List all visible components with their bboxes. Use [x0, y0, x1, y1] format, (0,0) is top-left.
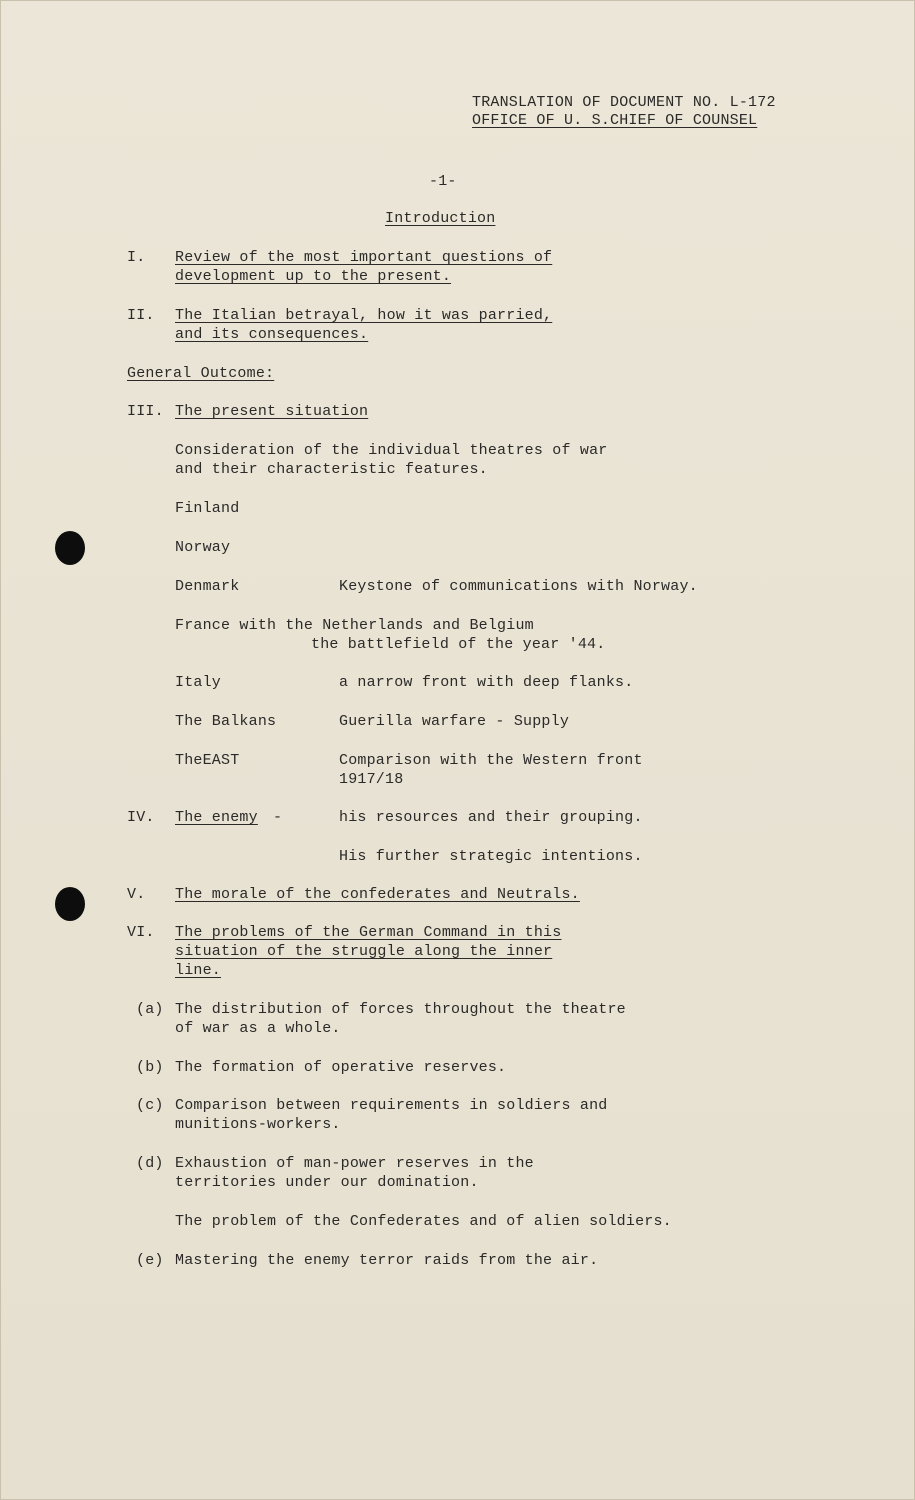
theatre-finland: Finland [175, 500, 240, 517]
theatre-denmark-desc: Keystone of communications with Norway. [339, 578, 698, 595]
item-d-line-2: territories under our domination. [175, 1174, 479, 1191]
item-d-line-1: Exhaustion of man-power reserves in the [175, 1155, 534, 1172]
theatre-east: TheEAST [175, 752, 240, 769]
section-4-number: IV. [127, 809, 155, 826]
page-title: Introduction [385, 210, 496, 227]
item-d-note: The problem of the Confederates and of alien soldiers. [175, 1213, 672, 1230]
consideration-line-2: and their characteristic features. [175, 461, 488, 478]
punch-hole-top [55, 531, 85, 565]
section-5-number: V. [127, 886, 146, 903]
theatre-east-desc-2: 1917/18 [339, 771, 404, 788]
theatre-east-desc-1: Comparison with the Western front [339, 752, 643, 769]
section-3-heading: The present situation [175, 403, 369, 420]
item-c-line-2: munitions-workers. [175, 1116, 341, 1133]
section-2-number: II. [127, 307, 155, 324]
theatre-france: France with the Netherlands and Belgium [175, 617, 534, 634]
section-2-line-2: and its consequences. [175, 326, 369, 343]
section-6-line-3: line. [175, 962, 222, 979]
item-c-label: (c) [136, 1097, 164, 1114]
item-a-label: (a) [136, 1001, 164, 1018]
theatre-balkans: The Balkans [175, 713, 277, 730]
item-b-label: (b) [136, 1059, 164, 1076]
theatre-italy: Italy [175, 674, 222, 691]
item-d-label: (d) [136, 1155, 164, 1172]
section-5-heading: The morale of the confederates and Neutrals. [175, 886, 580, 903]
item-c-line-1: Comparison between requirements in soldiers and [175, 1097, 608, 1114]
section-4-dash: - [273, 809, 283, 826]
section-1-number: I. [127, 249, 146, 266]
section-4-desc-2: His further strategic intentions. [339, 848, 643, 865]
theatre-france-desc: the battlefield of the year '44. [311, 636, 606, 653]
page-number: -1- [429, 173, 457, 190]
item-a-line-2: of war as a whole. [175, 1020, 341, 1037]
section-2-line-1: The Italian betrayal, how it was parried, [175, 307, 553, 324]
punch-hole-bottom [55, 887, 85, 921]
theatre-balkans-desc: Guerilla warfare - Supply [339, 713, 570, 730]
consideration-line-1: Consideration of the individual theatres of war [175, 442, 608, 459]
section-3-number: III. [127, 403, 164, 420]
item-e-line-1: Mastering the enemy terror raids from the air. [175, 1252, 599, 1269]
section-4-desc-1: his resources and their grouping. [339, 809, 643, 826]
section-6-line-2: situation of the struggle along the inner [175, 943, 553, 960]
item-b-line-1: The formation of operative reserves. [175, 1059, 507, 1076]
general-outcome-heading: General Outcome: [127, 365, 275, 382]
theatre-norway: Norway [175, 539, 231, 556]
section-6-line-1: The problems of the German Command in this [175, 924, 562, 941]
section-4-heading: The enemy [175, 809, 258, 826]
section-1-line-2: development up to the present. [175, 268, 452, 285]
section-6-number: VI. [127, 924, 155, 941]
section-1-line-1: Review of the most important questions of [175, 249, 553, 266]
item-a-line-1: The distribution of forces throughout the theatre [175, 1001, 626, 1018]
header-line-2: OFFICE OF U. S.CHIEF OF COUNSEL [472, 112, 758, 129]
item-e-label: (e) [136, 1252, 164, 1269]
theatre-denmark: Denmark [175, 578, 240, 595]
theatre-italy-desc: a narrow front with deep flanks. [339, 674, 634, 691]
header-line-1: TRANSLATION OF DOCUMENT NO. L-172 [472, 94, 776, 111]
